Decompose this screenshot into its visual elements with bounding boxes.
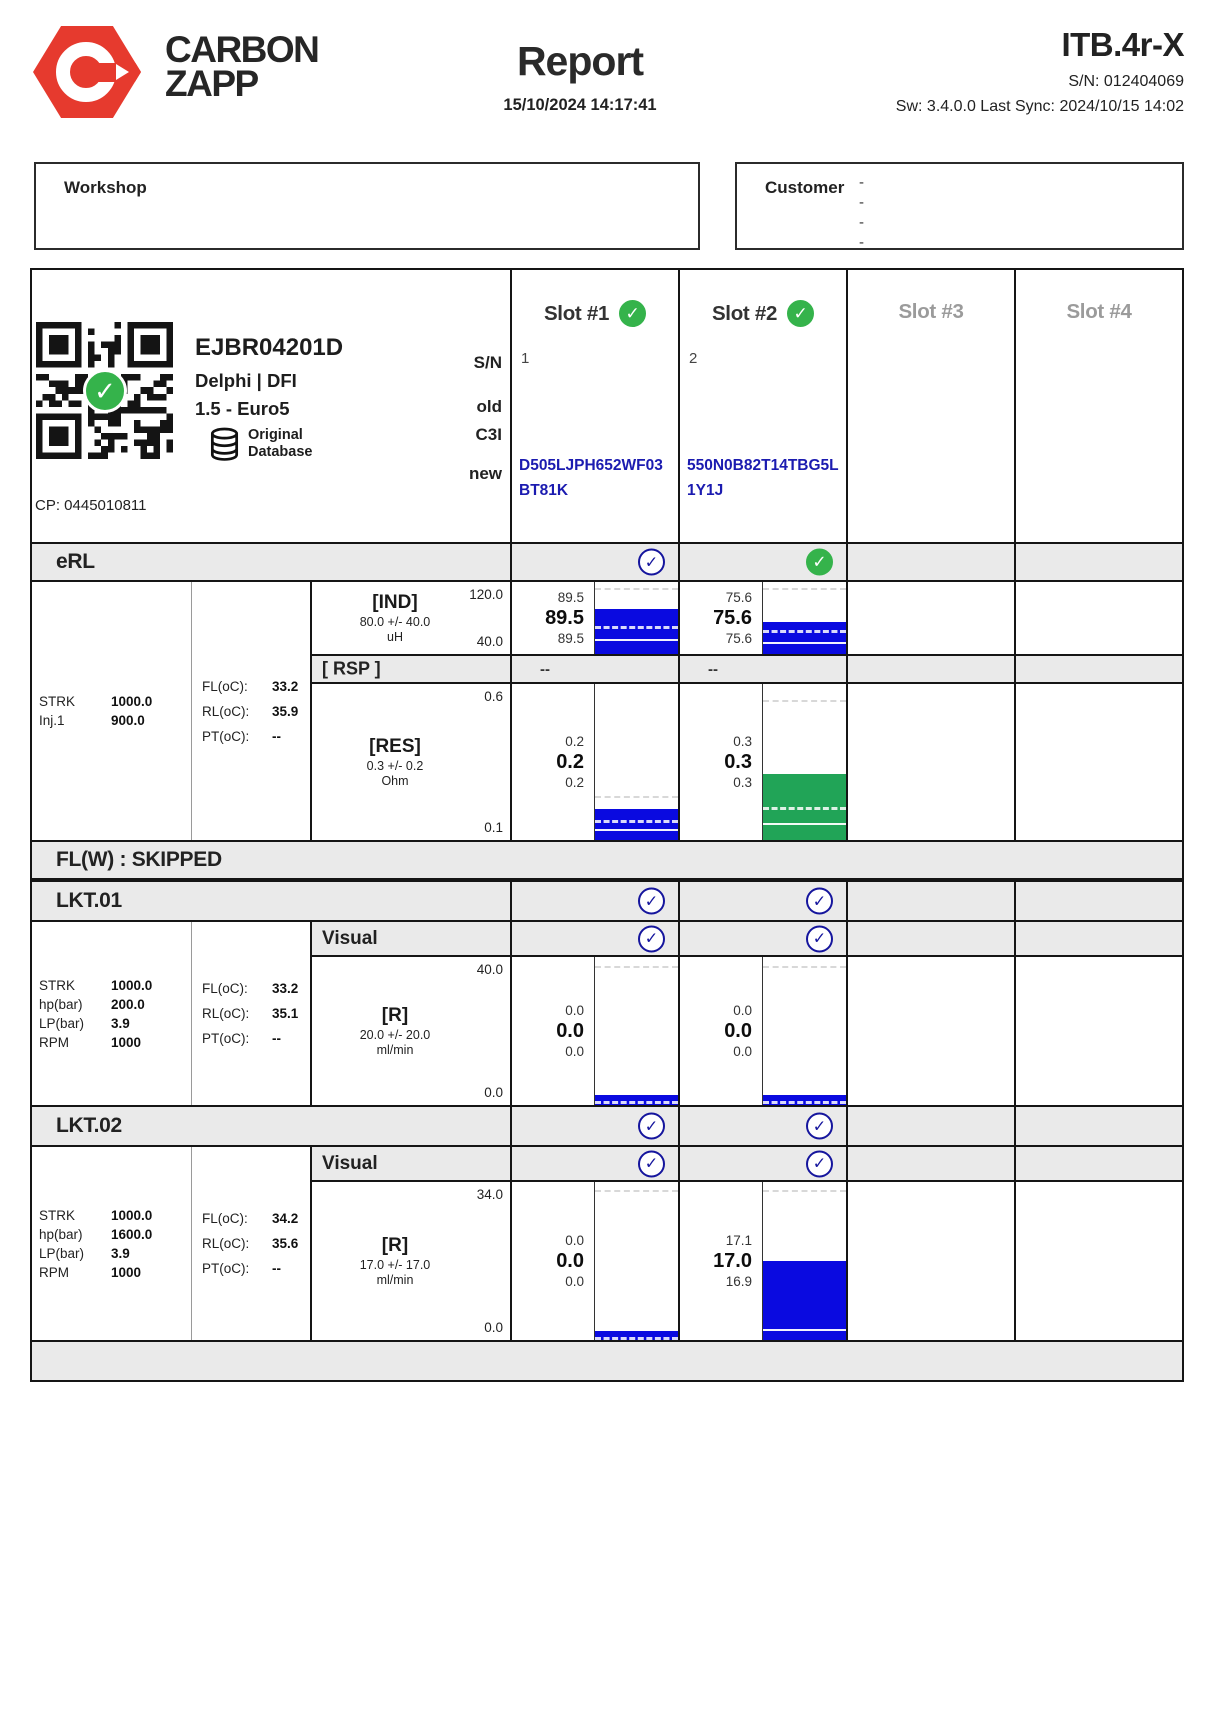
customer-line-2: -	[859, 194, 864, 211]
lkt02-slot1-check-icon	[638, 1113, 665, 1140]
res-scale-bottom: 0.1	[484, 820, 503, 835]
lkt02-slot3-empty	[846, 1107, 1014, 1145]
param-label: STRK	[39, 694, 76, 709]
erl-temps-cell	[192, 582, 312, 840]
lkt02-r-nominal: 17.0 +/- 17.0	[359, 1258, 431, 1272]
lkt02-visual-slot1-check-icon	[638, 1150, 665, 1177]
param-label: STRK	[39, 1207, 76, 1223]
lkt01-slot3-empty	[846, 882, 1014, 920]
database-label-line2: Database	[248, 444, 313, 460]
lkt01-r-nominal: 20.0 +/- 20.0	[359, 1028, 431, 1042]
param-label: LP(bar)	[39, 1245, 85, 1261]
rsp-slot2	[678, 656, 846, 682]
lkt01-visual-slot3-empty	[846, 922, 1014, 955]
lkt01-test-block	[32, 922, 1182, 1105]
carbon-zapp-logo-icon	[33, 26, 141, 118]
lkt01-r-scale-top: 40.0	[476, 962, 503, 977]
lkt02-r-slot2-max: 17.1	[725, 1233, 752, 1248]
erl-title: eRL	[56, 550, 95, 573]
res-slot1-min: 0.2	[565, 775, 584, 790]
temp-label: PT(oC):	[202, 1031, 250, 1046]
param-value: 200.0	[111, 996, 145, 1012]
injector-info-cell	[32, 270, 510, 542]
ind-nominal: 80.0 +/- 40.0	[359, 615, 431, 629]
param-value: 1000	[111, 1264, 142, 1280]
ind-test-name: [IND]	[372, 592, 418, 613]
lkt02-r-test-name: [R]	[381, 1235, 409, 1256]
lkt02-r-scale-bottom: 0.0	[484, 1320, 503, 1335]
device-model: ITB.4r-X	[1061, 26, 1184, 63]
ind-slot1-bar	[594, 582, 678, 654]
lkt01-r-test-name: [R]	[381, 1005, 409, 1026]
temp-value: 33.2	[272, 678, 299, 694]
slot-header-and-info-row	[32, 270, 1182, 542]
slot2-sn: 2	[689, 350, 698, 367]
lkt01-r-test-cell	[312, 957, 510, 1105]
ind-slot2-bar	[762, 582, 846, 654]
slot3-column-header	[846, 270, 1014, 542]
row-label-old: old	[476, 397, 502, 416]
temp-value: 35.6	[272, 1236, 299, 1251]
ind-test-cell	[312, 582, 510, 654]
res-test-row	[312, 684, 1182, 840]
lkt01-r-slot2-min: 0.0	[733, 1044, 752, 1059]
lkt01-slot2-check-icon	[806, 888, 833, 915]
param-label: RPM	[39, 1264, 69, 1280]
lkt02-r-test-cell	[312, 1182, 510, 1340]
lkt02-r-test-row	[312, 1182, 1182, 1340]
rsp-test-row	[312, 654, 1182, 684]
ind-slot2-max: 75.6	[725, 590, 752, 605]
res-slot1-max: 0.2	[565, 734, 584, 749]
res-test-cell	[312, 684, 510, 840]
temp-value: --	[272, 1261, 281, 1276]
lkt01-visual-label: Visual	[322, 927, 378, 949]
lkt01-params-cell	[32, 922, 192, 1105]
res-slot1-avg: 0.2	[556, 751, 584, 773]
device-sw-sync: Sw: 3.4.0.0 Last Sync: 2024/10/15 14:02	[895, 98, 1184, 115]
lkt02-r-slot2-bar	[762, 1182, 846, 1340]
lkt01-r-slot2	[678, 957, 846, 1105]
lkt01-r-test-row	[312, 957, 1182, 1105]
device-header	[896, 26, 1184, 116]
lkt02-r-slot1	[510, 1182, 678, 1340]
brand-line1: CARBON	[165, 29, 319, 70]
temp-label: PT(oC):	[202, 1261, 250, 1276]
param-value: 900.0	[111, 713, 145, 728]
erl-slot1-check-icon	[638, 549, 665, 576]
slot2-column-header	[678, 270, 846, 542]
rsp-slot1-value: --	[540, 660, 550, 678]
param-label: hp(bar)	[39, 996, 83, 1012]
res-slot2-avg: 0.3	[724, 751, 752, 773]
param-label: RPM	[39, 1034, 69, 1050]
param-value: 3.9	[111, 1015, 130, 1031]
lkt01-title: LKT.01	[56, 889, 122, 912]
lkt02-r-slot2-min: 16.9	[725, 1274, 752, 1289]
erl-params-cell	[32, 582, 192, 840]
lkt01-visual-slot4-empty	[1014, 922, 1182, 955]
customer-box	[735, 162, 1184, 250]
rsp-slot3-empty	[846, 656, 1014, 682]
customer-line-4: -	[859, 234, 864, 251]
ind-slot1	[510, 582, 678, 654]
param-label: Inj.1	[39, 713, 65, 728]
brand-line2: ZAPP	[165, 63, 258, 104]
res-slot2-bar	[762, 684, 846, 840]
lkt02-r-slot1-avg: 0.0	[556, 1250, 584, 1272]
qr-verified-check-icon	[83, 369, 127, 413]
erl-slot3-empty	[846, 544, 1014, 580]
workshop-box	[34, 162, 700, 250]
lkt02-r-unit: ml/min	[376, 1273, 414, 1287]
ind-slot3-empty	[846, 582, 1014, 654]
lkt02-slot4-empty	[1014, 1107, 1182, 1145]
res-nominal: 0.3 +/- 0.2	[366, 759, 424, 773]
lkt01-r-slot1-bar	[594, 957, 678, 1105]
res-slot1	[510, 684, 678, 840]
lkt02-test-block	[32, 1147, 1182, 1340]
lkt01-temps-cell	[192, 922, 312, 1105]
res-test-name: [RES]	[369, 736, 421, 757]
lkt02-r-slot2-avg: 17.0	[713, 1250, 752, 1272]
ind-slot2-avg: 75.6	[713, 607, 752, 629]
temp-value: 35.9	[272, 703, 299, 719]
lkt01-visual-row	[312, 922, 1182, 957]
lkt02-r-slot1-bar	[594, 1182, 678, 1340]
param-value: 1000	[111, 1034, 142, 1050]
rsp-slot4-empty	[1014, 656, 1182, 682]
report-footer-bar	[32, 1340, 1182, 1380]
slot1-new-code: D505LJPH652WF03BT81K	[519, 457, 663, 499]
slot1-column-header	[510, 270, 678, 542]
rsp-test-name: [ RSP ]	[322, 658, 381, 679]
temp-label: FL(oC):	[202, 678, 248, 694]
res-slot2-min: 0.3	[733, 775, 752, 790]
injector-type: Delphi | DFI	[195, 370, 297, 391]
lkt01-slot1-check-icon	[638, 888, 665, 915]
lkt02-visual-slot4-empty	[1014, 1147, 1182, 1180]
param-value: 1600.0	[111, 1226, 153, 1242]
lkt01-r-slot2-max: 0.0	[733, 1003, 752, 1018]
customer-line-1: -	[859, 174, 864, 191]
page-title: Report	[516, 38, 644, 84]
temp-label: FL(oC):	[202, 981, 248, 996]
lkt01-visual-slot1-check-icon	[638, 925, 665, 952]
lkt02-r-slot1-max: 0.0	[565, 1233, 584, 1248]
slot1-sn: 1	[521, 350, 530, 367]
temp-value: --	[272, 728, 281, 744]
lkt02-visual-slot2-check-icon	[806, 1150, 833, 1177]
lkt01-r-slot2-avg: 0.0	[724, 1020, 752, 1042]
lkt02-visual-slot3-empty	[846, 1147, 1014, 1180]
slot1-pass-check-icon	[619, 300, 646, 327]
temp-value: 34.2	[272, 1211, 299, 1226]
temp-label: RL(oC):	[202, 1006, 250, 1021]
row-label-sn: S/N	[473, 353, 502, 372]
erl-slot4-empty	[1014, 544, 1182, 580]
injector-engine: 1.5 - Euro5	[195, 398, 290, 419]
lkt01-section-header	[32, 880, 1182, 922]
slot2-label: Slot #2	[711, 301, 778, 325]
database-label	[248, 427, 312, 461]
res-scale-top: 0.6	[484, 689, 503, 704]
slot3-label: Slot #3	[898, 300, 964, 323]
lkt01-visual-slot2-check-icon	[806, 925, 833, 952]
rsp-slot2-value: --	[708, 660, 718, 678]
lkt02-temps-cell	[192, 1147, 312, 1340]
logo-arrow-bar	[87, 63, 141, 82]
lkt01-r-scale-bottom: 0.0	[484, 1085, 503, 1100]
database-icon	[206, 426, 243, 469]
temp-label: RL(oC):	[202, 703, 250, 719]
lkt02-title: LKT.02	[56, 1114, 122, 1137]
workshop-label: Workshop	[64, 178, 147, 197]
lkt02-r-slot1-min: 0.0	[565, 1274, 584, 1289]
param-value: 1000.0	[111, 694, 153, 709]
database-label-line1: Original	[248, 427, 303, 443]
ind-slot2	[678, 582, 846, 654]
slot2-pass-check-icon	[787, 300, 814, 327]
temp-value: 33.2	[272, 981, 299, 996]
ind-slot1-min: 89.5	[557, 631, 584, 646]
injector-code: EJBR04201D	[195, 334, 344, 361]
lkt02-r-slot4-empty	[1014, 1182, 1182, 1340]
lkt02-params-cell	[32, 1147, 192, 1340]
lkt01-r-slot2-bar	[762, 957, 846, 1105]
ind-slot4-empty	[1014, 582, 1182, 654]
ind-scale-bottom: 40.0	[476, 634, 503, 649]
row-label-c3i: C3I	[475, 425, 502, 444]
injector-cp-number: CP: 0445010811	[35, 497, 147, 514]
res-slot3-empty	[846, 684, 1014, 840]
param-label: LP(bar)	[39, 1015, 85, 1031]
param-label: hp(bar)	[39, 1226, 83, 1242]
lkt02-visual-label: Visual	[322, 1152, 378, 1174]
slot2-new-code: 550N0B82T14TBG5L1Y1J	[687, 457, 839, 499]
slot1-label: Slot #1	[543, 301, 610, 325]
ind-slot1-avg: 89.5	[545, 607, 584, 629]
res-unit: Ohm	[381, 774, 409, 788]
param-label: STRK	[39, 977, 76, 993]
lkt01-r-slot1-avg: 0.0	[556, 1020, 584, 1042]
lkt02-section-header	[32, 1105, 1182, 1147]
lkt01-r-slot1	[510, 957, 678, 1105]
rsp-test-cell	[312, 656, 510, 682]
lkt01-slot4-empty	[1014, 882, 1182, 920]
slot4-column-header	[1014, 270, 1182, 542]
lkt02-r-slot3-empty	[846, 1182, 1014, 1340]
temp-label: PT(oC):	[202, 728, 250, 744]
ind-test-row	[312, 582, 1182, 654]
row-label-new: new	[468, 464, 502, 483]
ind-unit: uH	[387, 630, 403, 644]
brand-wordmark	[165, 29, 319, 104]
temp-label: RL(oC):	[202, 1236, 250, 1251]
customer-line-3: -	[859, 214, 864, 231]
flw-section-header	[32, 840, 1182, 880]
lkt02-slot2-check-icon	[806, 1113, 833, 1140]
report-datetime: 15/10/2024 14:17:41	[503, 96, 657, 114]
erl-test-block	[32, 582, 1182, 840]
slot4-label: Slot #4	[1066, 300, 1132, 323]
flw-title: FL(W) : SKIPPED	[56, 848, 222, 871]
param-value: 1000.0	[111, 977, 153, 993]
lkt02-r-scale-top: 34.0	[476, 1187, 503, 1202]
lkt01-r-slot1-min: 0.0	[565, 1044, 584, 1059]
lkt01-r-unit: ml/min	[376, 1043, 414, 1057]
res-slot2	[678, 684, 846, 840]
lkt01-r-slot4-empty	[1014, 957, 1182, 1105]
ind-slot1-max: 89.5	[557, 590, 584, 605]
rsp-slot1	[510, 656, 678, 682]
temp-value: --	[272, 1031, 281, 1046]
lkt01-r-slot3-empty	[846, 957, 1014, 1105]
results-table	[30, 268, 1184, 1382]
res-slot2-max: 0.3	[733, 734, 752, 749]
customer-label: Customer	[765, 178, 845, 197]
temp-value: 35.1	[272, 1006, 299, 1021]
ind-slot2-min: 75.6	[725, 631, 752, 646]
lkt02-visual-row	[312, 1147, 1182, 1182]
res-slot1-bar	[594, 684, 678, 840]
res-slot4-empty	[1014, 684, 1182, 840]
erl-section-header	[32, 542, 1182, 582]
device-serial: S/N: 012404069	[1068, 73, 1184, 90]
ind-scale-top: 120.0	[469, 587, 503, 602]
report-header	[420, 38, 740, 115]
param-value: 1000.0	[111, 1207, 153, 1223]
erl-slot2-check-icon	[806, 549, 833, 576]
lkt02-r-slot2	[678, 1182, 846, 1340]
param-value: 3.9	[111, 1245, 130, 1261]
lkt01-r-slot1-max: 0.0	[565, 1003, 584, 1018]
temp-label: FL(oC):	[202, 1211, 248, 1226]
